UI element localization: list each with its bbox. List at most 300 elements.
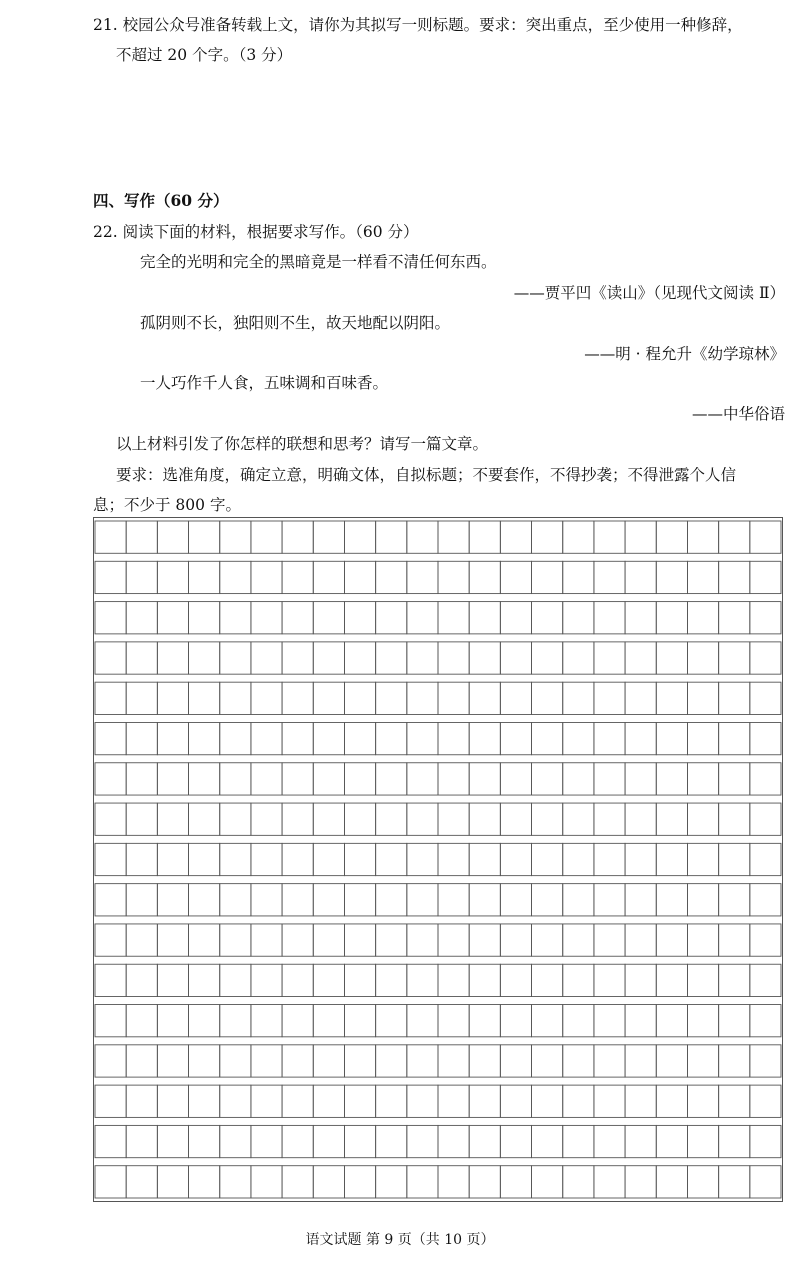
grid-cell[interactable] <box>500 763 531 795</box>
grid-cell[interactable] <box>407 763 438 795</box>
grid-cell[interactable] <box>282 964 313 996</box>
grid-cell[interactable] <box>719 763 750 795</box>
grid-cell[interactable] <box>656 642 687 674</box>
grid-cell[interactable] <box>157 1125 188 1157</box>
grid-cell[interactable] <box>126 843 157 875</box>
grid-cell[interactable] <box>500 803 531 835</box>
grid-cell[interactable] <box>376 722 407 754</box>
grid-cell[interactable] <box>687 722 718 754</box>
grid-cell[interactable] <box>532 763 563 795</box>
grid-cell[interactable] <box>469 924 500 956</box>
grid-cell[interactable] <box>750 722 781 754</box>
grid-cell[interactable] <box>719 602 750 634</box>
grid-cell[interactable] <box>656 1085 687 1117</box>
grid-cell[interactable] <box>126 964 157 996</box>
grid-cell[interactable] <box>625 884 656 916</box>
grid-cell[interactable] <box>157 521 188 553</box>
grid-cell[interactable] <box>625 1125 656 1157</box>
grid-cell[interactable] <box>376 884 407 916</box>
grid-cell[interactable] <box>469 1045 500 1077</box>
grid-cell[interactable] <box>532 964 563 996</box>
grid-cell[interactable] <box>687 803 718 835</box>
grid-cell[interactable] <box>126 1166 157 1198</box>
grid-cell[interactable] <box>532 1085 563 1117</box>
grid-cell[interactable] <box>563 803 594 835</box>
grid-cell[interactable] <box>500 924 531 956</box>
grid-cell[interactable] <box>251 682 282 714</box>
grid-cell[interactable] <box>157 602 188 634</box>
grid-cell[interactable] <box>313 1005 344 1037</box>
grid-cell[interactable] <box>438 1166 469 1198</box>
grid-cell[interactable] <box>469 1166 500 1198</box>
grid-cell[interactable] <box>469 803 500 835</box>
grid-cell[interactable] <box>95 1005 126 1037</box>
grid-cell[interactable] <box>282 803 313 835</box>
grid-cell[interactable] <box>625 843 656 875</box>
grid-cell[interactable] <box>469 763 500 795</box>
grid-cell[interactable] <box>594 843 625 875</box>
grid-cell[interactable] <box>157 964 188 996</box>
grid-cell[interactable] <box>376 682 407 714</box>
grid-cell[interactable] <box>313 1166 344 1198</box>
grid-cell[interactable] <box>251 803 282 835</box>
grid-cell[interactable] <box>656 884 687 916</box>
grid-cell[interactable] <box>469 602 500 634</box>
grid-cell[interactable] <box>313 722 344 754</box>
grid-cell[interactable] <box>407 1166 438 1198</box>
grid-cell[interactable] <box>719 521 750 553</box>
grid-cell[interactable] <box>438 602 469 634</box>
grid-cell[interactable] <box>157 884 188 916</box>
grid-cell[interactable] <box>532 682 563 714</box>
grid-cell[interactable] <box>407 1125 438 1157</box>
grid-cell[interactable] <box>220 722 251 754</box>
grid-cell[interactable] <box>625 803 656 835</box>
grid-cell[interactable] <box>126 642 157 674</box>
grid-cell[interactable] <box>656 843 687 875</box>
grid-cell[interactable] <box>344 964 375 996</box>
grid-cell[interactable] <box>376 1085 407 1117</box>
grid-cell[interactable] <box>594 763 625 795</box>
grid-cell[interactable] <box>500 521 531 553</box>
grid-cell[interactable] <box>344 1045 375 1077</box>
grid-cell[interactable] <box>407 964 438 996</box>
grid-cell[interactable] <box>220 843 251 875</box>
grid-cell[interactable] <box>563 682 594 714</box>
grid-cell[interactable] <box>656 964 687 996</box>
grid-cell[interactable] <box>251 602 282 634</box>
grid-cell[interactable] <box>157 682 188 714</box>
grid-cell[interactable] <box>251 1125 282 1157</box>
grid-cell[interactable] <box>719 843 750 875</box>
grid-cell[interactable] <box>687 884 718 916</box>
grid-cell[interactable] <box>594 1166 625 1198</box>
grid-cell[interactable] <box>563 1166 594 1198</box>
grid-cell[interactable] <box>625 924 656 956</box>
grid-cell[interactable] <box>344 722 375 754</box>
grid-cell[interactable] <box>438 521 469 553</box>
grid-cell[interactable] <box>313 561 344 593</box>
grid-cell[interactable] <box>532 803 563 835</box>
grid-cell[interactable] <box>251 843 282 875</box>
grid-cell[interactable] <box>625 521 656 553</box>
grid-cell[interactable] <box>220 924 251 956</box>
grid-cell[interactable] <box>126 1125 157 1157</box>
grid-cell[interactable] <box>157 642 188 674</box>
grid-cell[interactable] <box>500 1166 531 1198</box>
grid-cell[interactable] <box>656 682 687 714</box>
grid-cell[interactable] <box>407 924 438 956</box>
grid-cell[interactable] <box>563 642 594 674</box>
grid-cell[interactable] <box>376 803 407 835</box>
grid-cell[interactable] <box>220 561 251 593</box>
grid-cell[interactable] <box>719 1045 750 1077</box>
grid-cell[interactable] <box>532 1005 563 1037</box>
grid-cell[interactable] <box>376 642 407 674</box>
grid-cell[interactable] <box>750 682 781 714</box>
grid-cell[interactable] <box>750 843 781 875</box>
grid-cell[interactable] <box>407 602 438 634</box>
grid-cell[interactable] <box>157 561 188 593</box>
grid-cell[interactable] <box>687 1166 718 1198</box>
grid-cell[interactable] <box>719 722 750 754</box>
grid-cell[interactable] <box>469 964 500 996</box>
grid-cell[interactable] <box>532 561 563 593</box>
grid-cell[interactable] <box>95 561 126 593</box>
grid-cell[interactable] <box>189 1005 220 1037</box>
grid-cell[interactable] <box>189 884 220 916</box>
grid-cell[interactable] <box>687 561 718 593</box>
grid-cell[interactable] <box>282 884 313 916</box>
grid-cell[interactable] <box>282 642 313 674</box>
grid-cell[interactable] <box>750 1045 781 1077</box>
grid-cell[interactable] <box>376 602 407 634</box>
grid-cell[interactable] <box>500 602 531 634</box>
grid-cell[interactable] <box>126 884 157 916</box>
grid-cell[interactable] <box>469 682 500 714</box>
grid-cell[interactable] <box>313 964 344 996</box>
grid-cell[interactable] <box>438 964 469 996</box>
grid-cell[interactable] <box>500 1005 531 1037</box>
grid-cell[interactable] <box>313 1045 344 1077</box>
grid-cell[interactable] <box>220 642 251 674</box>
grid-cell[interactable] <box>282 1166 313 1198</box>
grid-cell[interactable] <box>438 1045 469 1077</box>
grid-cell[interactable] <box>157 924 188 956</box>
grid-cell[interactable] <box>251 964 282 996</box>
grid-cell[interactable] <box>251 642 282 674</box>
grid-cell[interactable] <box>438 1085 469 1117</box>
grid-cell[interactable] <box>532 1166 563 1198</box>
grid-cell[interactable] <box>532 1125 563 1157</box>
grid-cell[interactable] <box>282 1085 313 1117</box>
grid-cell[interactable] <box>719 1125 750 1157</box>
grid-cell[interactable] <box>344 682 375 714</box>
grid-cell[interactable] <box>344 763 375 795</box>
grid-cell[interactable] <box>376 763 407 795</box>
grid-cell[interactable] <box>220 1005 251 1037</box>
grid-cell[interactable] <box>157 722 188 754</box>
grid-cell[interactable] <box>126 924 157 956</box>
grid-cell[interactable] <box>189 964 220 996</box>
grid-cell[interactable] <box>500 561 531 593</box>
grid-cell[interactable] <box>282 924 313 956</box>
grid-cell[interactable] <box>344 1125 375 1157</box>
grid-cell[interactable] <box>500 843 531 875</box>
grid-cell[interactable] <box>220 964 251 996</box>
grid-cell[interactable] <box>532 884 563 916</box>
writing-grid[interactable] <box>93 517 783 1202</box>
grid-cell[interactable] <box>313 884 344 916</box>
grid-cell[interactable] <box>750 602 781 634</box>
grid-cell[interactable] <box>189 843 220 875</box>
grid-cell[interactable] <box>189 642 220 674</box>
grid-cell[interactable] <box>376 561 407 593</box>
grid-cell[interactable] <box>500 642 531 674</box>
grid-cell[interactable] <box>469 642 500 674</box>
grid-cell[interactable] <box>750 642 781 674</box>
grid-cell[interactable] <box>157 1045 188 1077</box>
grid-cell[interactable] <box>687 602 718 634</box>
grid-cell[interactable] <box>719 884 750 916</box>
grid-cell[interactable] <box>438 924 469 956</box>
grid-cell[interactable] <box>282 561 313 593</box>
grid-cell[interactable] <box>376 964 407 996</box>
grid-cell[interactable] <box>313 521 344 553</box>
grid-cell[interactable] <box>126 561 157 593</box>
grid-cell[interactable] <box>251 1085 282 1117</box>
grid-cell[interactable] <box>407 1045 438 1077</box>
grid-cell[interactable] <box>656 763 687 795</box>
grid-cell[interactable] <box>469 722 500 754</box>
grid-cell[interactable] <box>750 924 781 956</box>
grid-cell[interactable] <box>594 722 625 754</box>
grid-cell[interactable] <box>594 803 625 835</box>
grid-cell[interactable] <box>532 722 563 754</box>
grid-cell[interactable] <box>500 722 531 754</box>
grid-cell[interactable] <box>500 1125 531 1157</box>
grid-cell[interactable] <box>438 642 469 674</box>
grid-cell[interactable] <box>126 521 157 553</box>
grid-cell[interactable] <box>687 682 718 714</box>
grid-cell[interactable] <box>220 1085 251 1117</box>
grid-cell[interactable] <box>594 1085 625 1117</box>
grid-cell[interactable] <box>500 1085 531 1117</box>
grid-cell[interactable] <box>95 642 126 674</box>
grid-cell[interactable] <box>282 722 313 754</box>
grid-cell[interactable] <box>438 682 469 714</box>
grid-cell[interactable] <box>407 722 438 754</box>
grid-cell[interactable] <box>750 884 781 916</box>
grid-cell[interactable] <box>344 602 375 634</box>
grid-cell[interactable] <box>719 803 750 835</box>
grid-cell[interactable] <box>625 763 656 795</box>
grid-cell[interactable] <box>407 843 438 875</box>
grid-cell[interactable] <box>95 1045 126 1077</box>
grid-cell[interactable] <box>625 1085 656 1117</box>
grid-cell[interactable] <box>95 1166 126 1198</box>
grid-cell[interactable] <box>563 1045 594 1077</box>
grid-cell[interactable] <box>469 521 500 553</box>
grid-cell[interactable] <box>189 1166 220 1198</box>
grid-cell[interactable] <box>313 642 344 674</box>
grid-cell[interactable] <box>189 1085 220 1117</box>
grid-cell[interactable] <box>282 1005 313 1037</box>
grid-cell[interactable] <box>220 884 251 916</box>
grid-cell[interactable] <box>719 1005 750 1037</box>
grid-cell[interactable] <box>376 1125 407 1157</box>
grid-cell[interactable] <box>407 1085 438 1117</box>
grid-cell[interactable] <box>189 1045 220 1077</box>
grid-cell[interactable] <box>438 1005 469 1037</box>
grid-cell[interactable] <box>656 722 687 754</box>
grid-cell[interactable] <box>157 803 188 835</box>
grid-cell[interactable] <box>625 964 656 996</box>
grid-cell[interactable] <box>407 803 438 835</box>
grid-cell[interactable] <box>469 1125 500 1157</box>
grid-cell[interactable] <box>376 843 407 875</box>
grid-cell[interactable] <box>687 1125 718 1157</box>
grid-cell[interactable] <box>750 763 781 795</box>
grid-cell[interactable] <box>656 1166 687 1198</box>
grid-cell[interactable] <box>126 763 157 795</box>
grid-cell[interactable] <box>313 682 344 714</box>
grid-cell[interactable] <box>563 884 594 916</box>
grid-cell[interactable] <box>500 682 531 714</box>
grid-cell[interactable] <box>438 803 469 835</box>
grid-cell[interactable] <box>220 521 251 553</box>
grid-cell[interactable] <box>95 924 126 956</box>
grid-cell[interactable] <box>625 561 656 593</box>
grid-cell[interactable] <box>594 1045 625 1077</box>
grid-cell[interactable] <box>251 722 282 754</box>
grid-cell[interactable] <box>687 1045 718 1077</box>
grid-cell[interactable] <box>344 1005 375 1037</box>
grid-cell[interactable] <box>750 1166 781 1198</box>
grid-cell[interactable] <box>376 1005 407 1037</box>
grid-cell[interactable] <box>500 884 531 916</box>
grid-cell[interactable] <box>157 843 188 875</box>
grid-cell[interactable] <box>750 1005 781 1037</box>
grid-cell[interactable] <box>344 924 375 956</box>
grid-cell[interactable] <box>438 722 469 754</box>
grid-cell[interactable] <box>563 1085 594 1117</box>
grid-cell[interactable] <box>189 561 220 593</box>
grid-cell[interactable] <box>282 682 313 714</box>
grid-cell[interactable] <box>719 642 750 674</box>
grid-cell[interactable] <box>594 884 625 916</box>
grid-cell[interactable] <box>594 642 625 674</box>
grid-cell[interactable] <box>220 763 251 795</box>
grid-cell[interactable] <box>625 602 656 634</box>
grid-cell[interactable] <box>719 964 750 996</box>
grid-cell[interactable] <box>687 642 718 674</box>
grid-cell[interactable] <box>687 763 718 795</box>
grid-cell[interactable] <box>95 602 126 634</box>
grid-cell[interactable] <box>344 1085 375 1117</box>
grid-cell[interactable] <box>750 1125 781 1157</box>
grid-cell[interactable] <box>656 561 687 593</box>
grid-cell[interactable] <box>625 1166 656 1198</box>
grid-cell[interactable] <box>594 1005 625 1037</box>
grid-cell[interactable] <box>220 1045 251 1077</box>
grid-cell[interactable] <box>594 1125 625 1157</box>
grid-cell[interactable] <box>376 1166 407 1198</box>
grid-cell[interactable] <box>189 521 220 553</box>
grid-cell[interactable] <box>687 1085 718 1117</box>
grid-cell[interactable] <box>594 682 625 714</box>
grid-cell[interactable] <box>750 561 781 593</box>
grid-cell[interactable] <box>220 1125 251 1157</box>
grid-cell[interactable] <box>189 602 220 634</box>
grid-cell[interactable] <box>95 1085 126 1117</box>
grid-cell[interactable] <box>563 602 594 634</box>
grid-cell[interactable] <box>189 682 220 714</box>
grid-cell[interactable] <box>251 1005 282 1037</box>
grid-cell[interactable] <box>469 843 500 875</box>
grid-cell[interactable] <box>750 964 781 996</box>
grid-cell[interactable] <box>563 1125 594 1157</box>
grid-cell[interactable] <box>750 803 781 835</box>
grid-cell[interactable] <box>126 722 157 754</box>
grid-cell[interactable] <box>719 561 750 593</box>
grid-cell[interactable] <box>594 924 625 956</box>
grid-cell[interactable] <box>344 1166 375 1198</box>
grid-cell[interactable] <box>407 884 438 916</box>
grid-cell[interactable] <box>313 763 344 795</box>
grid-cell[interactable] <box>438 1125 469 1157</box>
grid-cell[interactable] <box>687 521 718 553</box>
grid-cell[interactable] <box>500 964 531 996</box>
grid-cell[interactable] <box>157 1085 188 1117</box>
grid-cell[interactable] <box>656 1005 687 1037</box>
grid-cell[interactable] <box>719 924 750 956</box>
grid-cell[interactable] <box>220 602 251 634</box>
grid-cell[interactable] <box>95 803 126 835</box>
grid-cell[interactable] <box>376 521 407 553</box>
grid-cell[interactable] <box>625 1045 656 1077</box>
grid-cell[interactable] <box>625 722 656 754</box>
grid-cell[interactable] <box>95 1125 126 1157</box>
grid-cell[interactable] <box>656 1045 687 1077</box>
grid-cell[interactable] <box>594 602 625 634</box>
grid-cell[interactable] <box>251 924 282 956</box>
grid-cell[interactable] <box>563 763 594 795</box>
grid-cell[interactable] <box>95 763 126 795</box>
grid-cell[interactable] <box>126 682 157 714</box>
grid-cell[interactable] <box>313 1085 344 1117</box>
grid-cell[interactable] <box>532 642 563 674</box>
grid-cell[interactable] <box>189 924 220 956</box>
grid-cell[interactable] <box>313 803 344 835</box>
grid-cell[interactable] <box>750 521 781 553</box>
grid-cell[interactable] <box>95 843 126 875</box>
grid-cell[interactable] <box>656 602 687 634</box>
grid-cell[interactable] <box>407 561 438 593</box>
grid-cell[interactable] <box>95 964 126 996</box>
grid-cell[interactable] <box>594 561 625 593</box>
grid-cell[interactable] <box>438 763 469 795</box>
grid-cell[interactable] <box>656 521 687 553</box>
grid-cell[interactable] <box>407 642 438 674</box>
grid-cell[interactable] <box>563 964 594 996</box>
grid-cell[interactable] <box>189 1125 220 1157</box>
grid-cell[interactable] <box>313 924 344 956</box>
grid-cell[interactable] <box>157 1005 188 1037</box>
grid-cell[interactable] <box>532 521 563 553</box>
grid-cell[interactable] <box>220 682 251 714</box>
grid-cell[interactable] <box>469 884 500 916</box>
